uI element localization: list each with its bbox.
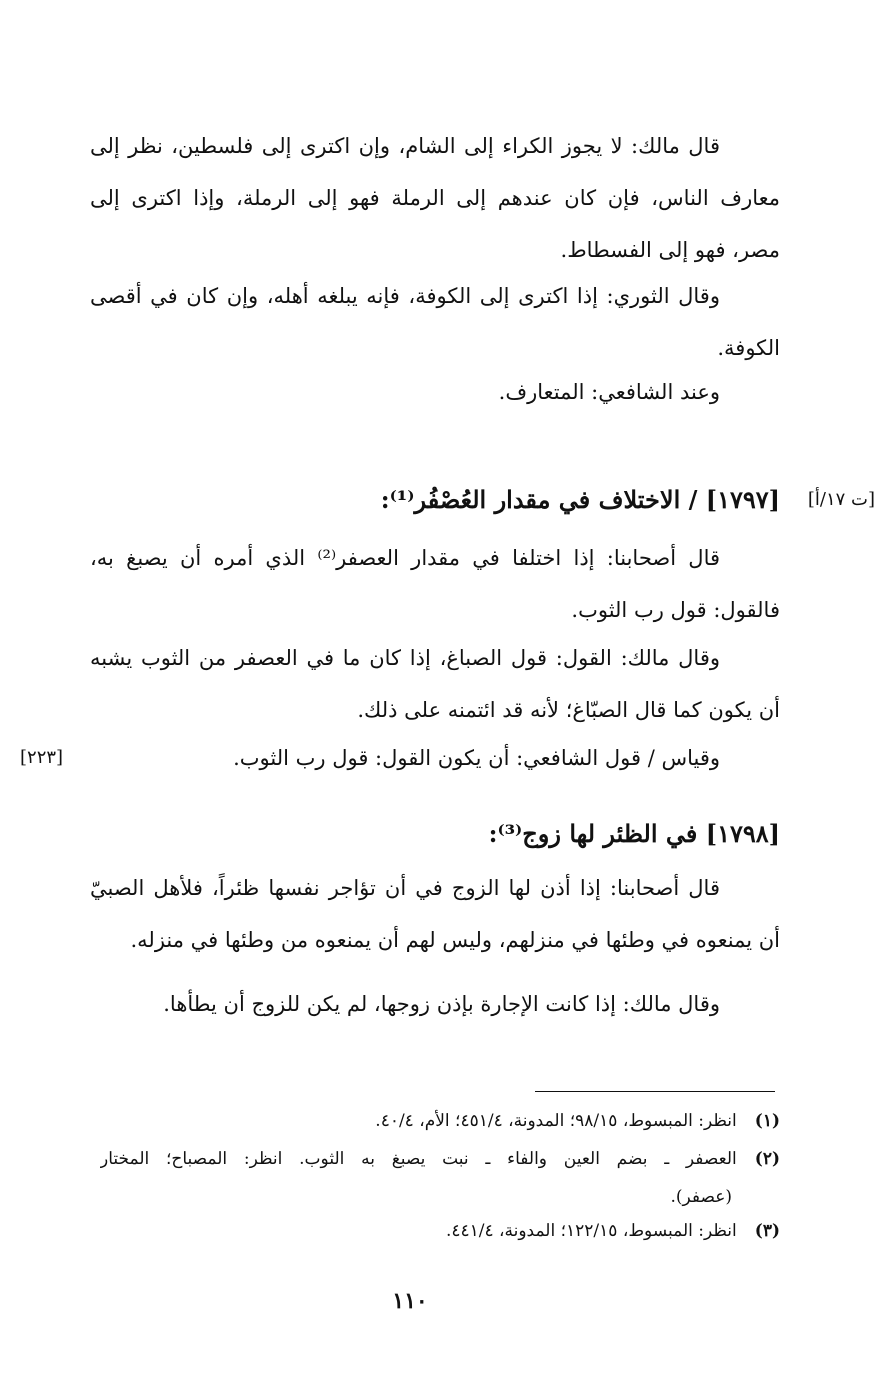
text-line: معارف الناس، فإن كان عندهم إلى الرملة فهو إلى الرملة، وإذا اكترى إلى (90, 186, 780, 210)
text-line: أن يمنعوه في وطئها في منزلهم، وليس لهم أن يمنعوه من وطئها في منزله. (130, 928, 780, 952)
footnote-3 (100, 1212, 780, 1250)
paragraph-asfar-ashabuna (90, 532, 780, 636)
text-line: وعند الشافعي: المتعارف. (498, 380, 720, 404)
text-line: الكوفة. (717, 336, 780, 360)
footnote-number: (١) (754, 1111, 780, 1131)
footnote-2 (100, 1140, 780, 1216)
paragraph-zir-malik (90, 978, 780, 1030)
section-heading-1798: [١٧٩٨] في الظئر لها زوج⁽³⁾: (488, 819, 780, 848)
text-line: وقياس / قول الشافعي: أن يكون القول: قول رب الثوب. (233, 746, 720, 770)
text-line: وقال مالك: إذا كانت الإجارة بإذن زوجها، لم يكن للزوج أن يطأها. (163, 992, 720, 1016)
footnote-line: (عصفر). (670, 1187, 732, 1207)
footnote-number: (٣) (754, 1221, 780, 1241)
text-line: أن يكون كما قال الصبّاغ؛ لأنه قد ائتمنه على ذلك. (357, 698, 780, 722)
paragraph-asfar-malik (90, 632, 780, 736)
paragraph-thawri (90, 270, 780, 374)
text-line: مصر، فهو إلى الفسطاط. (560, 238, 780, 262)
paragraph-asfar-shafii (90, 732, 780, 784)
page-number: ١١٠ (392, 1288, 428, 1314)
footnote-separator (535, 1091, 775, 1092)
text-line: وقال مالك: القول: قول الصباغ، إذا كان ما في العصفر من الثوب يشبه (90, 646, 720, 670)
text-line: فالقول: قول رب الثوب. (571, 598, 780, 622)
paragraph-shafii-mutaaraf (90, 366, 780, 418)
footnote-line (100, 1212, 780, 1250)
text-line: قال مالك: لا يجوز الكراء إلى الشام، وإن اكترى إلى فلسطين، نظر إلى (90, 134, 720, 158)
margin-page-ref: [٢٢٣] (20, 747, 64, 768)
section-heading-1797: [١٧٩٧] / الاختلاف في مقدار العُصْفُر⁽¹⁾: (380, 485, 780, 514)
footnote-number: (٢) (754, 1149, 780, 1169)
footnote-line (100, 1140, 780, 1178)
paragraph-zir-ashabuna (90, 862, 780, 966)
text-line: قال أصحابنا: إذا اختلفا في مقدار العصفر⁽²⁾ الذي أمره أن يصبغ به، (90, 546, 721, 570)
margin-folio-ref: [ت ١٧/أ] (807, 489, 875, 510)
footnote-text: انظر: المبسوط، ٩٨/١٥؛ المدونة، ٤٥١/٤؛ الأم، ٤٠/٤. (375, 1111, 737, 1131)
footnote-text: العصفر ـ بضم العين والفاء ـ نبت يصبغ به الثوب. انظر: المصباح؛ المختار (100, 1149, 737, 1169)
footnote-1 (100, 1102, 780, 1140)
text-line: وقال الثوري: إذا اكترى إلى الكوفة، فإنه يبلغه أهله، وإن كان في أقصى (90, 284, 720, 308)
footnote-line (100, 1102, 780, 1140)
text-line: قال أصحابنا: إذا أذن لها الزوج في أن تؤاجر نفسها ظئراً، فلأهل الصبيّ (90, 876, 720, 900)
paragraph-malik-kira (90, 120, 780, 276)
footnote-text: انظر: المبسوط، ١٢٢/١٥؛ المدونة، ٤٤١/٤. (445, 1221, 737, 1241)
